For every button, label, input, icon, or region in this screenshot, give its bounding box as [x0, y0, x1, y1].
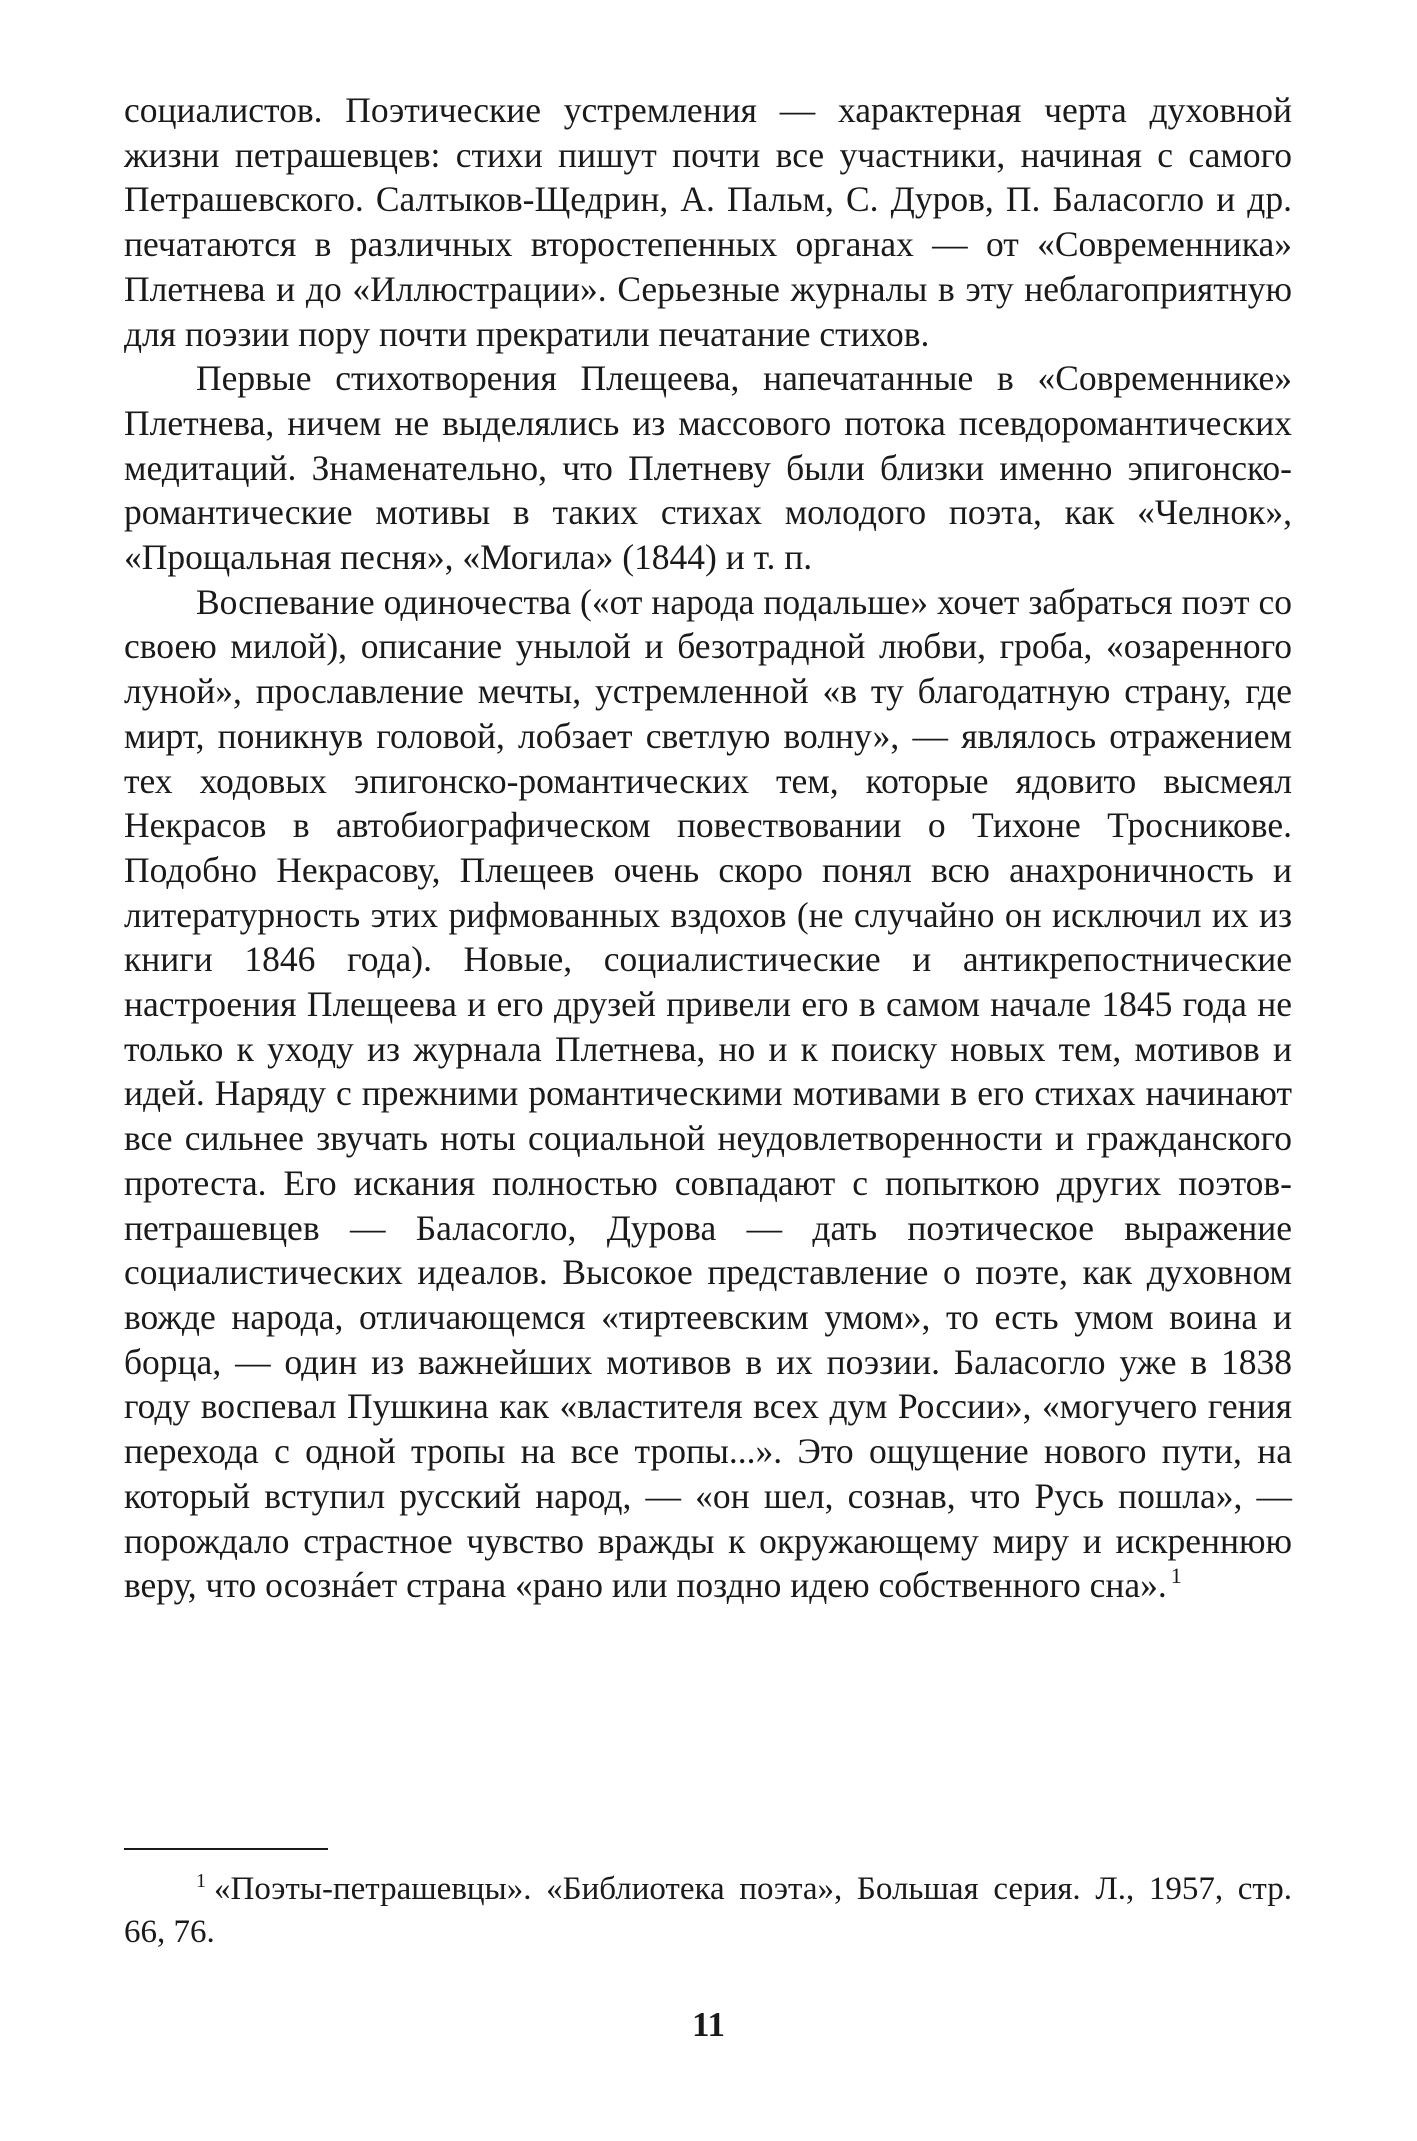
paragraph-3-text: Воспевание одиночества («от народа подальше» хочет забраться поэт со своею милой), описание унылой и безотрадной любви, гроба, «озаренного луной», прославление мечты, устремленной «в ту благодатную страну, где мирт, поникнув головой, лобзает светлую волну», — являлось отражением тех ходовых эпигонско-романтических тем, которые ядовито высмеял Некрасов в автобиографическом повествовании о Тихоне Тросникове. Подобно Некрасову, Плещеев очень скоро понял всю анахроничность и литературность этих рифмованных вздохов (не случайно он исключил их из книги 1846 года). Новые, социалистические и антикрепостнические настроения Плещеева и его друзей привели его в самом начале 1845 года не только к уходу из журнала Плетнева, но и к поиску новых тем, мотивов и идей. Наряду с прежними романтическими мотивами в его стихах начинают все сильнее звучать ноты социальной неудовлетворенности и гражданского протеста. Его искания полностью совпадают с попыткою других поэтов-петрашевцев — Баласогло, Дурова — дать поэтическое выражение социалистических идеалов. Высокое представление о поэте, как духовном вожде народа, отличающемся «тиртеевским умом», то есть умом воина и борца, — один из важнейших мотивов в их поэзии. Баласогло уже в 1838 году воспевал Пушкина как «властителя всех дум России», «могучего гения перехода с одной тропы на все тропы...». Это ощущение нового пути, на который вступил русский народ, — «он шел, сознав, что Русь пошла», — порождало страстное чувство вражды к окружающему миру и искреннюю веру, что осознáет страна «рано или поздно идею собственного сна».: [124, 581, 1292, 1606]
footnote-marker: 1: [196, 1870, 206, 1892]
footnote-separator: [124, 1848, 328, 1850]
footnote: [124, 1868, 1292, 1954]
footnote-text: «Поэты-петрашевцы». «Библиотека поэта», Большая серия. Л., 1957, стр. 66, 76.: [124, 1871, 1292, 1950]
paragraph-2: [124, 356, 1292, 580]
body-text: [124, 88, 1292, 1608]
paragraph-1-text: социалистов. Поэтические устремления — характерная черта духовной жизни петрашевцев: стихи пишут почти все участники, начиная с самого Петрашевского. Салтыков-Щедрин, А. Пальм, С. Дуров, П. Баласогло и др. печатаются в различных второстепенных органах — от «Современника» Плетнева и до «Иллюстрации». Серьезные журналы в эту неблагоприятную для поэзии пору почти прекратили печатание стихов.: [124, 90, 1292, 354]
page-number: 11: [691, 2005, 726, 2044]
paragraph-3: [124, 580, 1292, 1608]
paragraph-2-text: Первые стихотворения Плещеева, напечатанные в «Современнике» Плетнева, ничем не выделялись из массового потока псевдоромантических медитаций. Знаменательно, что Плетневу были близки именно эпигонско-романтические мотивы в таких стихах молодого поэта, как «Челнок», «Прощальная песня», «Могила» (1844) и т. п.: [124, 358, 1292, 578]
footnote-reference[interactable]: 1: [1170, 1563, 1182, 1589]
paragraph-1: [124, 88, 1292, 356]
